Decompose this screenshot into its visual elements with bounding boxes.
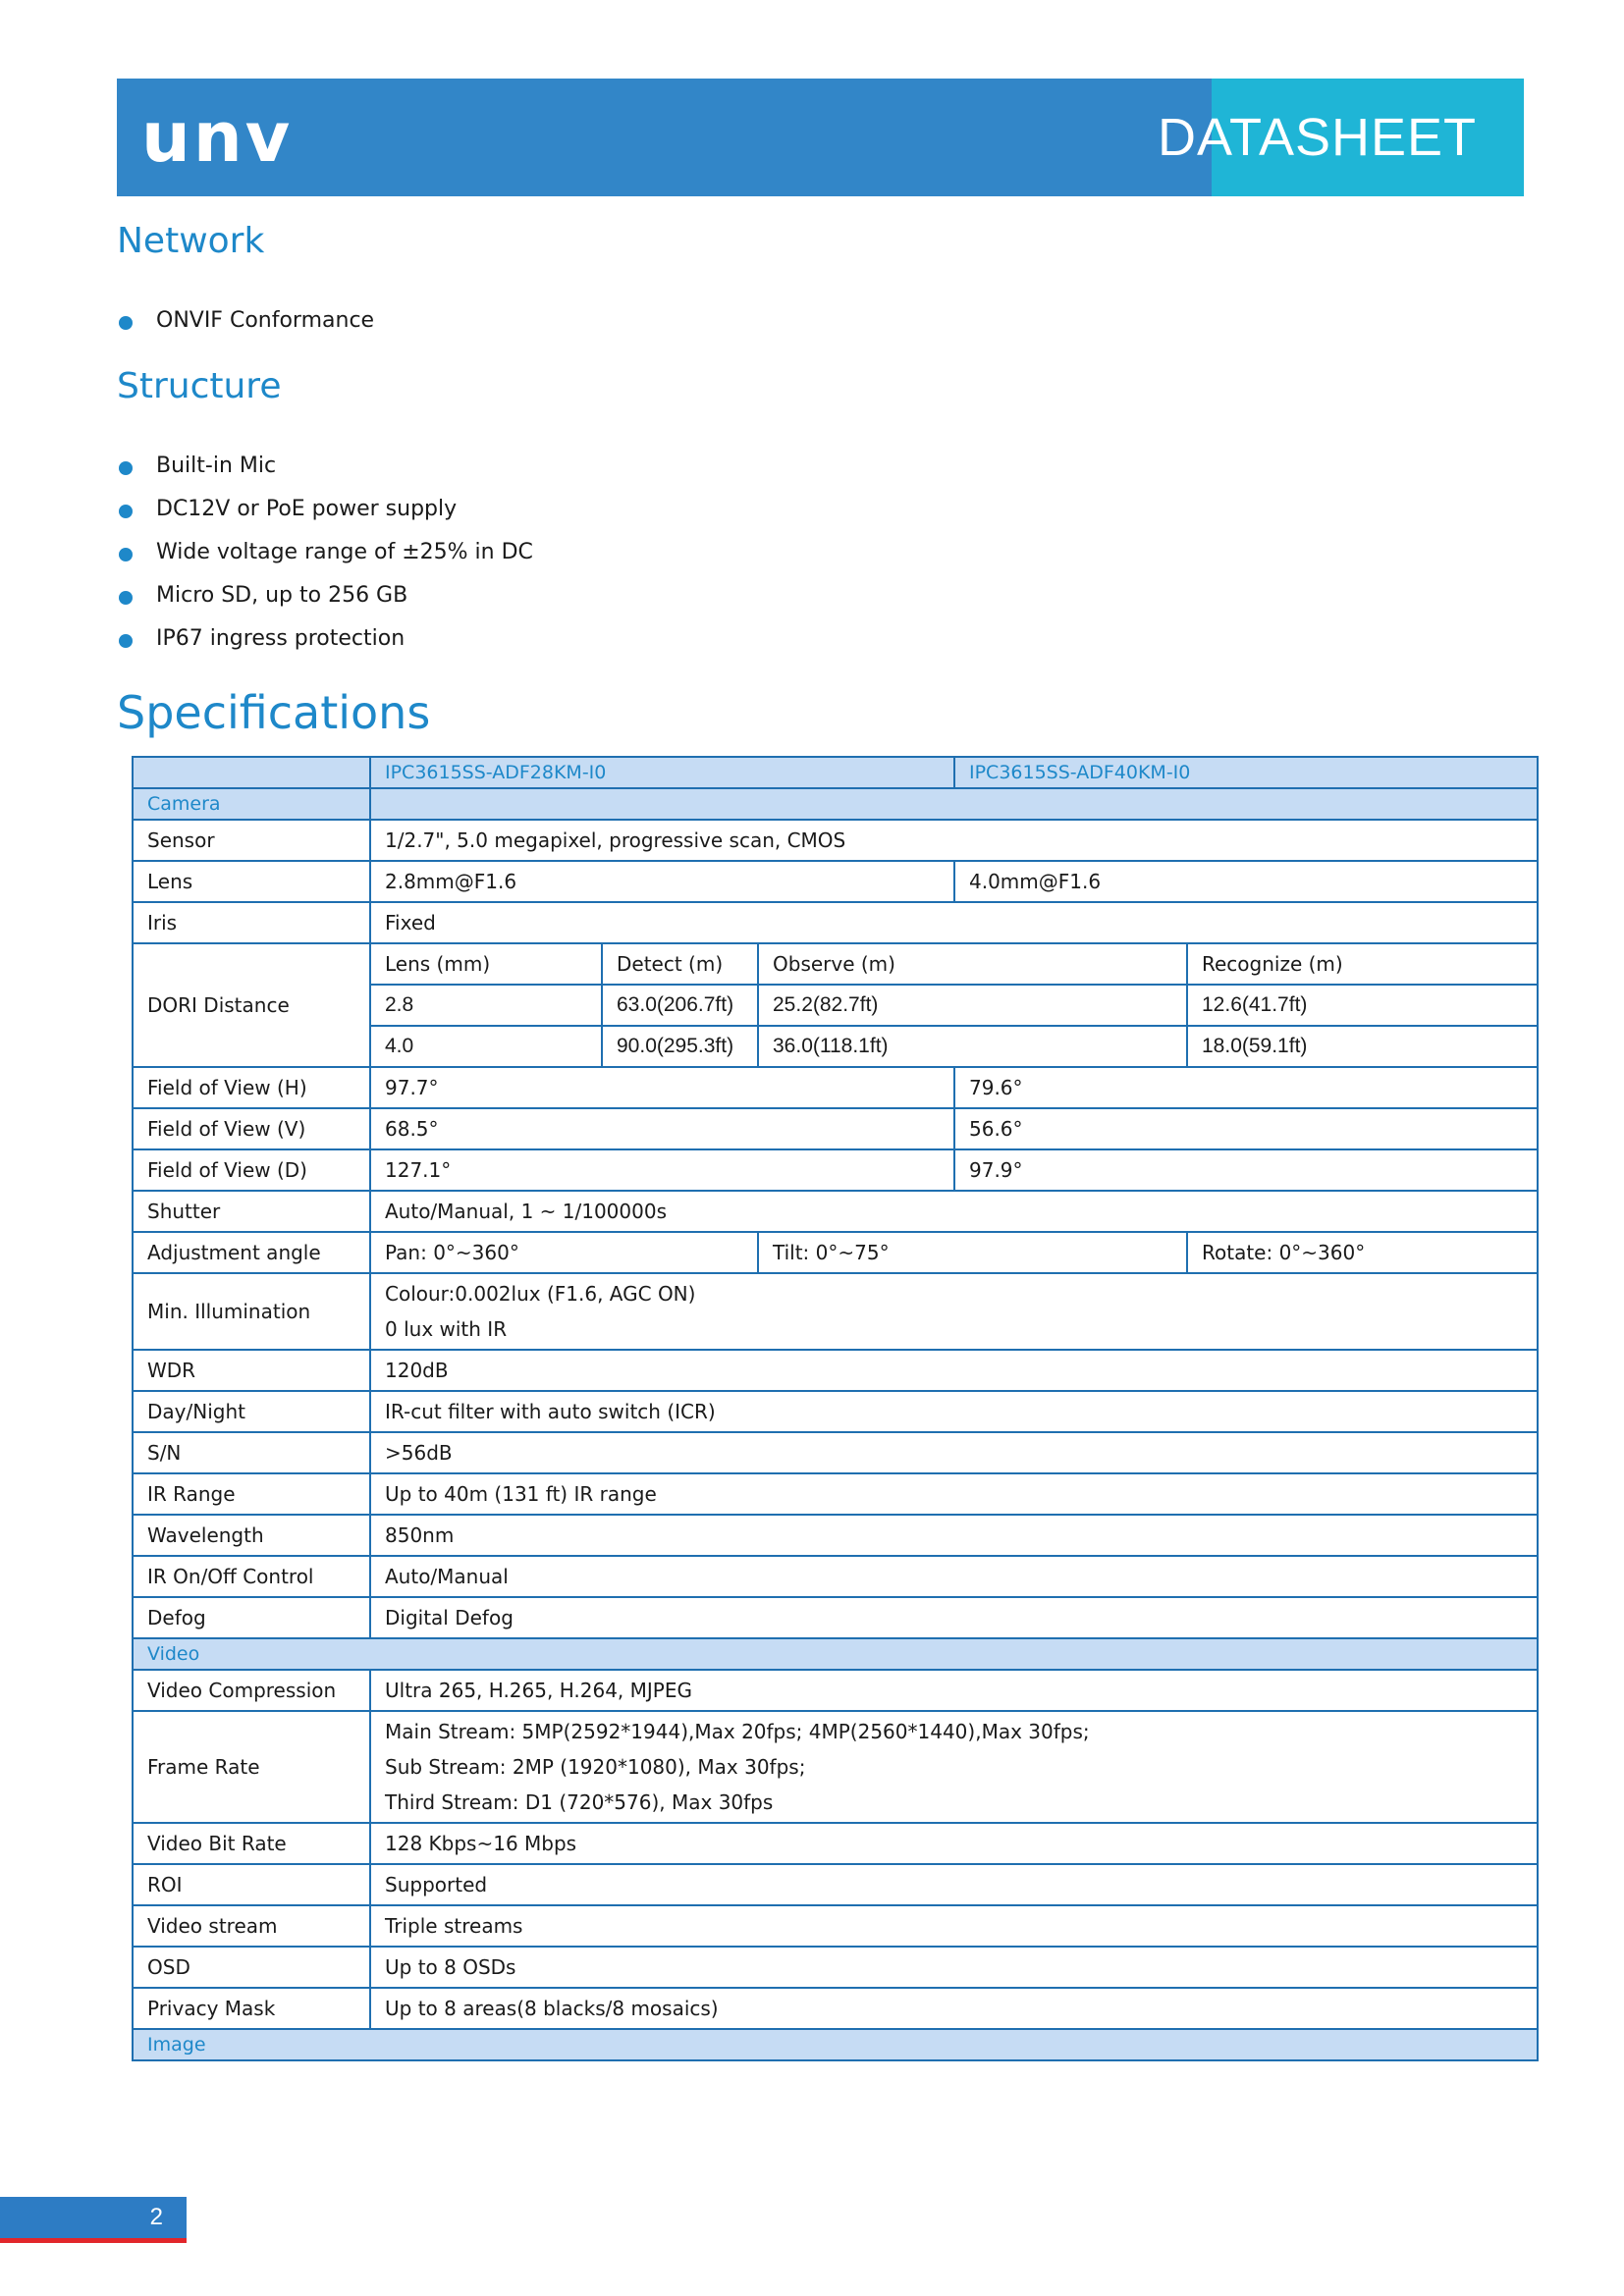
structure-heading: Structure xyxy=(117,366,282,406)
list-item: Built-in Mic xyxy=(117,445,533,488)
table-row: Iris Fixed xyxy=(133,902,1538,943)
section-row-camera: Camera xyxy=(133,788,1538,820)
table-row: Video Compression Ultra 265, H.265, H.264, MJPEG xyxy=(133,1670,1538,1711)
table-header-row xyxy=(133,757,1538,788)
table-row: S/N >56dB xyxy=(133,1432,1538,1473)
list-item: Micro SD, up to 256 GB xyxy=(117,574,533,617)
table-row: Video stream Triple streams xyxy=(133,1905,1538,1947)
table-row: Day/Night IR-cut filter with auto switch (ICR) xyxy=(133,1391,1538,1432)
table-row: Field of View (D) 127.1° 97.9° xyxy=(133,1149,1538,1191)
table-row: Privacy Mask Up to 8 areas(8 blacks/8 mosaics) xyxy=(133,1988,1538,2029)
table-row: IR On/Off Control Auto/Manual xyxy=(133,1556,1538,1597)
table-row: Lens 2.8mm@F1.6 4.0mm@F1.6 xyxy=(133,861,1538,902)
list-item: DC12V or PoE power supply xyxy=(117,488,533,531)
section-row-video: Video xyxy=(133,1638,1538,1670)
specifications-heading: Specifications xyxy=(117,686,431,739)
structure-list xyxy=(117,445,533,661)
list-item: Wide voltage range of ±25% in DC xyxy=(117,531,533,574)
table-row: OSD Up to 8 OSDs xyxy=(133,1947,1538,1988)
bullet-icon xyxy=(119,591,133,605)
model-header-1: IPC3615SS-ADF28KM-I0 xyxy=(370,757,954,788)
page-header xyxy=(117,79,1524,196)
table-row: Min. Illumination Colour:0.002lux (F1.6, AGC ON) 0 lux with IR xyxy=(133,1273,1538,1350)
dori-row: 2.8 63.0(206.7ft) 25.2(82.7ft) 12.6(41.7ft) xyxy=(133,985,1538,1026)
bullet-icon xyxy=(119,316,133,330)
table-row: ROI Supported xyxy=(133,1864,1538,1905)
network-heading: Network xyxy=(117,221,265,261)
dori-header-row: DORI Distance Lens (mm) Detect (m) Observe (m) Recognize (m) xyxy=(133,943,1538,985)
table-row: Adjustment angle Pan: 0°~360° Tilt: 0°~75° Rotate: 0°~360° xyxy=(133,1232,1538,1273)
model-header-2: IPC3615SS-ADF40KM-I0 xyxy=(954,757,1538,788)
bullet-icon xyxy=(119,461,133,475)
list-item: IP67 ingress protection xyxy=(117,617,533,661)
header-accent xyxy=(1157,79,1524,196)
bullet-icon xyxy=(119,634,133,648)
brand-logo: unv xyxy=(141,97,294,178)
page-number: 2 xyxy=(149,2204,163,2230)
table-row: IR Range Up to 40m (131 ft) IR range xyxy=(133,1473,1538,1515)
bullet-icon xyxy=(119,505,133,518)
table-row: Frame Rate Main Stream: 5MP(2592*1944),Max 20fps; 4MP(2560*1440),Max 30fps; Sub Stream: 2MP (1920*1080), Max 30fps; Third Stream: D1 (720*576), Max 30fps xyxy=(133,1711,1538,1823)
table-row: Field of View (V) 68.5° 56.6° xyxy=(133,1108,1538,1149)
page-number-badge xyxy=(0,2197,187,2243)
table-row: Sensor 1/2.7", 5.0 megapixel, progressive scan, CMOS xyxy=(133,820,1538,861)
table-row: Defog Digital Defog xyxy=(133,1597,1538,1638)
bullet-icon xyxy=(119,548,133,561)
table-row: Shutter Auto/Manual, 1 ~ 1/100000s xyxy=(133,1191,1538,1232)
list-item: ONVIF Conformance xyxy=(117,299,374,343)
table-row: Wavelength 850nm xyxy=(133,1515,1538,1556)
table-row: Field of View (H) 97.7° 79.6° xyxy=(133,1067,1538,1108)
specifications-table xyxy=(132,756,1539,2061)
section-row-image: Image xyxy=(133,2029,1538,2060)
datasheet-title: DATASHEET xyxy=(1157,108,1477,167)
table-row: WDR 120dB xyxy=(133,1350,1538,1391)
network-list xyxy=(117,299,374,343)
table-row: Video Bit Rate 128 Kbps~16 Mbps xyxy=(133,1823,1538,1864)
dori-label: DORI Distance xyxy=(133,943,370,1067)
dori-row: 4.0 90.0(295.3ft) 36.0(118.1ft) 18.0(59.1ft) xyxy=(133,1026,1538,1067)
